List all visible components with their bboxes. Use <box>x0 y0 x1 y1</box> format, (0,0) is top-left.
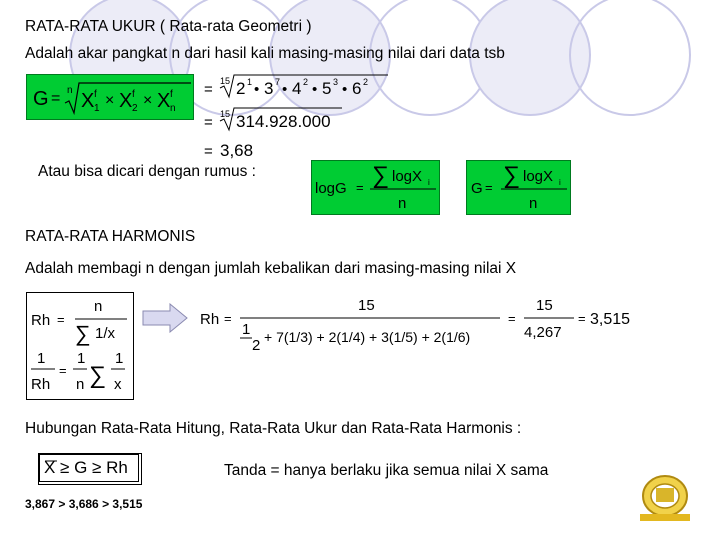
svg-text:+ 7(1/3) + 2(1/4) + 3(1/5) + 2: + 7(1/3) + 2(1/4) + 3(1/5) + 2(1/6) <box>264 329 471 345</box>
harmonis-heading: RATA-RATA HARMONIS <box>25 228 196 245</box>
svg-text:1: 1 <box>94 103 100 114</box>
svg-text:3: 3 <box>333 77 339 87</box>
svg-text:=: = <box>578 311 586 326</box>
harmonic-mean-formula-box <box>26 292 134 400</box>
svg-text:2: 2 <box>132 103 138 114</box>
svg-text:=: = <box>204 81 213 98</box>
svg-text:2: 2 <box>303 77 309 87</box>
alt-formula-label: Atau bisa dicari dengan rumus : <box>38 163 256 180</box>
svg-text:15: 15 <box>220 109 231 119</box>
geometric-mean-formula-box <box>26 74 194 120</box>
svg-text:1: 1 <box>247 77 253 87</box>
svg-text:=: = <box>204 143 213 160</box>
svg-text:=: = <box>51 90 61 107</box>
svg-text:=: = <box>224 311 232 326</box>
svg-text:X: X <box>157 90 171 112</box>
svg-text:X: X <box>81 90 95 112</box>
svg-text:5: 5 <box>322 79 332 98</box>
svg-text:Rh: Rh <box>31 376 51 393</box>
svg-text:f: f <box>132 89 135 100</box>
ukur-definition: Adalah akar pangkat n dari hasil kali masing-masing nilai dari data tsb <box>25 45 505 62</box>
geometric-mean-formula <box>27 75 193 119</box>
svg-text:X: X <box>119 90 133 112</box>
log-formula-box <box>311 160 440 215</box>
svg-text:logX: logX <box>523 168 554 185</box>
svg-text:=: = <box>485 180 493 195</box>
svg-text:logX: logX <box>392 168 423 185</box>
svg-text:=: = <box>204 114 213 131</box>
relationship-formula: X ≥ G ≥ Rh <box>44 458 128 477</box>
svg-text:314.928.000: 314.928.000 <box>236 112 331 131</box>
svg-text:1: 1 <box>37 350 46 367</box>
relationship-note: Tanda = hanya berlaku jika semua nilai X sama <box>224 462 549 479</box>
svg-text:2: 2 <box>252 337 261 354</box>
root-index: n <box>67 85 73 96</box>
relationship-example: 3,867 > 3,686 > 3,515 <box>25 497 143 511</box>
svg-text:n: n <box>170 103 176 114</box>
svg-text:2: 2 <box>363 77 369 87</box>
svg-text:Rh: Rh <box>200 311 220 328</box>
svg-text:3: 3 <box>264 79 274 98</box>
svg-text:3,68: 3,68 <box>220 141 254 160</box>
ukur-heading: RATA-RATA UKUR ( Rata-rata Geometri ) <box>25 18 312 35</box>
svg-text:n: n <box>398 195 407 212</box>
svg-text:x: x <box>114 376 122 393</box>
svg-text:1: 1 <box>115 350 124 367</box>
svg-text:×: × <box>143 92 153 109</box>
svg-text:•: • <box>254 81 260 98</box>
svg-text:15: 15 <box>536 297 553 314</box>
svg-text:∑: ∑ <box>75 321 91 346</box>
log-formula <box>312 161 439 214</box>
svg-text:1: 1 <box>242 321 251 338</box>
g-log-formula <box>467 161 570 214</box>
svg-text:i: i <box>428 178 430 187</box>
svg-text:=: = <box>57 312 65 327</box>
harmonic-mean-formula <box>27 293 133 399</box>
svg-text:∑: ∑ <box>372 162 390 189</box>
svg-text:Rh: Rh <box>31 312 51 329</box>
relationship-formula-box <box>38 453 142 485</box>
svg-text:=: = <box>356 180 364 195</box>
university-logo-icon <box>636 468 694 524</box>
harmonic-calculation <box>196 292 636 360</box>
formula-lhs: G <box>33 88 49 110</box>
right-arrow-icon <box>142 303 188 333</box>
svg-text:6: 6 <box>352 79 362 98</box>
svg-text:logG: logG <box>315 180 347 197</box>
svg-text:1/x: 1/x <box>95 325 116 342</box>
svg-text:15: 15 <box>358 297 375 314</box>
svg-text:G: G <box>471 180 483 197</box>
svg-text:4,267: 4,267 <box>524 324 562 341</box>
svg-text:•: • <box>312 81 318 98</box>
svg-text:3,515: 3,515 <box>590 311 631 328</box>
svg-text:n: n <box>94 298 103 315</box>
svg-text:4: 4 <box>292 79 302 98</box>
svg-text:•: • <box>342 81 348 98</box>
svg-text:1: 1 <box>77 350 86 367</box>
svg-text:f: f <box>94 89 97 100</box>
harmonis-definition: Adalah membagi n dengan jumlah kebalikan dari masing-masing nilai X <box>25 260 517 277</box>
hubungan-heading: Hubungan Rata-Rata Hitung, Rata-Rata Ukur dan Rata-Rata Harmonis : <box>25 420 522 437</box>
g-log-formula-box <box>466 160 571 215</box>
svg-text:×: × <box>105 92 115 109</box>
svg-text:n: n <box>529 195 538 212</box>
svg-text:∑: ∑ <box>89 362 107 389</box>
svg-text:n: n <box>76 376 85 393</box>
svg-text:15: 15 <box>220 76 231 86</box>
svg-text:i: i <box>559 178 561 187</box>
svg-text:f: f <box>170 89 173 100</box>
svg-text:=: = <box>59 363 67 378</box>
svg-text:•: • <box>282 81 288 98</box>
svg-text:=: = <box>508 311 516 326</box>
svg-text:∑: ∑ <box>503 162 521 189</box>
svg-text:2: 2 <box>236 79 246 98</box>
svg-text:7: 7 <box>275 77 281 87</box>
